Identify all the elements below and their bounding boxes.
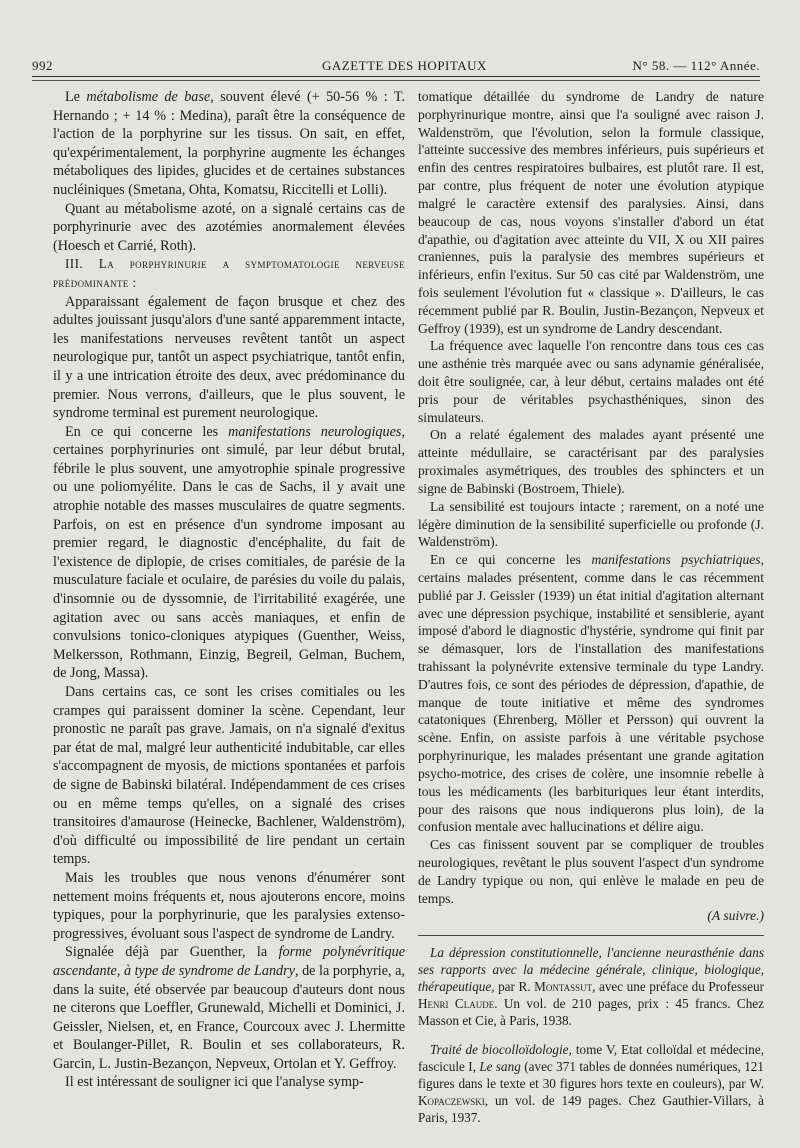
paragraph: En ce qui concerne les manifestations psychiatriques, certains malades présentent, comme dans le cas récemment publié par J. Geissler (1939) un état initial d'agitation alternant avec une dépression psychique, instabilité et sensiblerie, ayant imposé d'abord le diagnostic d'hystérie, syndrome qui finit par se démasquer, lors de l'installation des manifestations trahissant la polynévrite extensive terminale du type Landry. D'autres fois, ce sont des périodes de dépression, d'apathie, de manque de toute initiative et même des syndromes catatoniques (Ehrenberg, Möller et Persson) qui ouvrent la scène. Enfin, on assiste parfois à une véritable psychose porphyrinurique, les malades présentant une grande agitation psycho-motrice, des crises de colère, une insomnie rebelle à tous les médicaments (les barbituriques leur étant interdits, pour des raisons que nous indiquerons plus loin), de la confusion mentale avec hallucinations et délire aigu.: [418, 552, 764, 835]
paragraph: Il est intéressant de souligner ici que l'analyse symp-: [65, 1074, 364, 1091]
section-divider: [418, 935, 764, 936]
page-number: 992: [32, 58, 53, 73]
issue-number: N° 58. — 112° Année.: [632, 58, 760, 73]
paragraph: Apparaissant également de façon brusque et chez des adultes jouissant jusqu'alors d'une santé apparemment intacte, les manifestations nerveuses revêtent tantôt un aspect neurologique pur, tantôt un aspect psychiatrique, tantôt enfin, il y a une intrication étroite des deux, avec prédominance du premier. Nous verrons, d'ailleurs, que le plus souvent, le syndrome terminal est purement neurologique.: [53, 293, 405, 422]
to-be-continued: (A suivre.): [707, 908, 764, 924]
section-heading: III. La porphyrinurie a symptomatologie nerveuse prédominante :: [53, 256, 405, 290]
page-header: [32, 52, 760, 77]
paragraph: Signalée déjà par Guenther, la forme polynévritique ascendante, à type de syndrome de Landry, de la porphyrie, a, dans la suite, été observée par beaucoup d'auteurs dont nous ne citerons que Loeffler, Grunewald, Michelli et Dominici, J. Geissler, Nielsen, et, en France, Courcoux avec J. Lhermitte et Boulanger-Pillet, R. Boulin et ses collaborateurs, R. Garcin, L. Justin-Bezançon, Nepveux, Ortolan et Y. Geffroy.: [53, 944, 405, 1072]
paragraph: La sensibilité est toujours intacte ; rarement, on a noté une légère diminution de la sensibilité superficielle ou profonde (J. Waldenström).: [418, 498, 764, 550]
right-column: [418, 88, 764, 1138]
paragraph: Dans certains cas, ce sont les crises comitiales ou les crampes qui paraissent dominer la scène. Cependant, leur pronostic ne paraît pas grave. Jamais, on n'a signalé d'exitus par état de mal, malgré leur authenticité indubitable, car elles s'accompagnent de myosis, de mictions spontanées et parfois de signe de Babinski bilatéral. Indépendamment de ces crises ou en même temps qu'elles, on a signalé des crises transitoires d'amaurose (Heinecke, Bachlener, Waldenström), d'où difficulté ou impossibilité de lire pendant un certain temps.: [53, 684, 405, 868]
journal-title: GAZETTE DES HOPITAUX: [322, 58, 487, 73]
book-reference: La dépression constitutionnelle, l'ancienne neurasthénie dans ses rapports avec la médecine générale, clinique, biologique, thérapeutique, par R. Montassut, avec une préface du Professeur Henri Claude. Un vol. de 210 pages, prix : 45 francs. Chez Masson et Cie, à Paris, 1938.: [418, 945, 765, 1029]
book-reviews: [418, 944, 764, 1126]
paragraph: En ce qui concerne les manifestations neurologiques, certaines porphyrinuries ont simulé, par leur début brutal, fébrile le plus souvent, une amyotrophie spinale progressive ou une poliomyélite. Dans le cas de Sachs, il y avait une atrophie notable des masses musculaires de quatre segments. Parfois, on est en présence d'un syndrome imposant au premier regard, le diagnostic d'encéphalite, du fait de l'existence de diplopie, de crises comitiales, de parésie de la musculature faciale et oculaire, de parésies du voile du palais, d'insomnie ou de dyssomnie, de l'irritabilité exagérée, une agitation avec ou sans accès maniaques, et enfin de convulsions tonico-cloniques atypiques (Guenther, Weiss, Melkersson, Rothmann, Einzig, Begreil, Gelman, Buchem, de Jong, Massa).: [53, 423, 405, 682]
paragraph: Mais les troubles que nous venons d'énumérer sont nettement moins fréquents et, nous ajouterons encore, moins typiques, pour la porphyrinurie, que les paralysies extenso-progressives, évoluant sous l'aspect de syndrome de Landry.: [53, 869, 405, 942]
paragraph: Ces cas finissent souvent par se compliquer de troubles neurologiques, revêtant le plus souvent l'aspect d'un syndrome de Landry typique ou non, qui enlève le malade en peu de temps.: [418, 837, 764, 906]
paragraph: Quant au métabolisme azoté, on a signalé certains cas de porphyrinurie avec des azotémies anormalement élevées (Hoesch et Carrié, Roth).: [53, 200, 405, 254]
paragraph: La fréquence avec laquelle l'on rencontre dans tous ces cas une asthénie très marquée avec ou sans adynamie généralisée, doit être soulignée, car, à leur début, certains malades ont été pris pour de véritables psychasthéniques, sinon des simulateurs.: [418, 338, 764, 425]
left-column: [53, 88, 405, 1092]
paragraph: Le métabolisme de base, souvent élevé (+ 50-56 % : T. Hernando ; + 14 % : Medina), paraît être la conséquence de l'action de la porphyrine sur les tissus. On sait, en effet, qu'expérimentalement, la porphyrine augmente les échanges métaboliques des lipides, glucides et de certaines substances nucléiniques (Smetana, Ohta, Komatsu, Riccitelli et Lolli).: [53, 89, 405, 198]
book-reference: Traité de biocolloïdologie, tome V, Etat colloïdal et médecine, fascicule I, Le sang (avec 371 tables de données numériques, 121 figures dans le texte et 30 figures hors texte en couleurs), par W. Kopaczewski, un vol. de 149 pages. Chez Gauthier-Villars, à Paris, 1937.: [418, 1042, 764, 1126]
paragraph: On a relaté également des malades ayant présenté une atteinte médullaire, se caractérisant par des paralysies proximales asymétriques, des troubles des sphincters et un signe de Babinski (Bostroem, Thiele).: [418, 427, 764, 496]
paragraph: tomatique détaillée du syndrome de Landry de nature porphyrinurique montre, ainsi que l'a souligné avec raison J. Waldenström, que l'évolution, selon la formule classique, l'atteinte successive des membres inférieurs, puis supérieurs et enfin des centres respiratoires bulbaires, est plutôt rare. Il est, par contre, plus fréquent de noter une évolution atypique malgré le caractère extensif des paralysies. Ainsi, dans beaucoup de cas, nous voyons s'installer d'abord un état d'apathie, ou d'agitation avec atteinte du VII, X ou XII paires craniennes, puis la paralysie des membres supérieurs et inférieurs, enfin l'exitus. Sur 50 cas cité par Waldenström, une fois seulement l'évolution fut « classique ». D'ailleurs, le cas récemment publié par R. Boulin, Justin-Bezançon, Nepveux et Geffroy (1939), est un syndrome de Landry descendant.: [418, 89, 764, 336]
header-rule: [32, 80, 760, 81]
